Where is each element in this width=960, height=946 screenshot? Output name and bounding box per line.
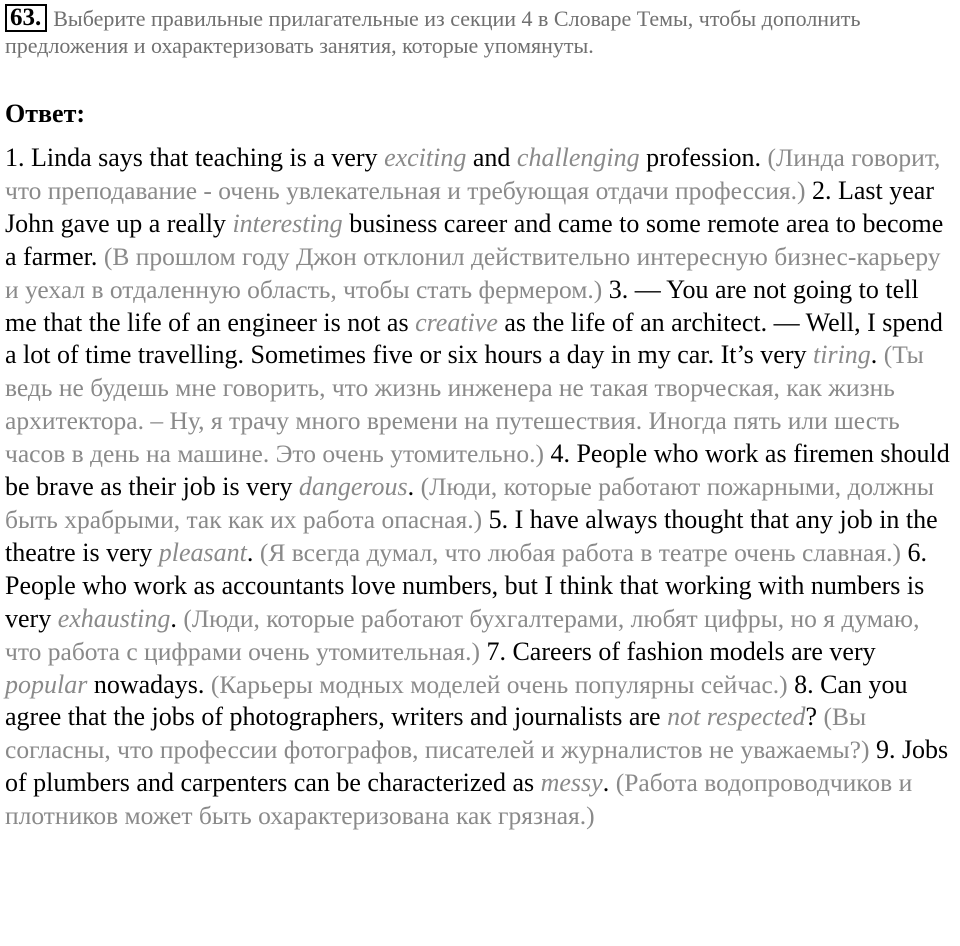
- english-text: 4. People who work as firemen should be brave as their job is very: [5, 439, 950, 502]
- english-text: 1. Linda says that teaching is a very: [5, 143, 385, 172]
- russian-translation: (Вы согласны, что профессии фотографов, писателей и журналистов не уважаемы?): [5, 702, 870, 765]
- highlighted-adjective: popular: [5, 669, 88, 699]
- english-text: .: [170, 603, 184, 633]
- english-text: .: [870, 340, 884, 370]
- task-number: 63.: [5, 4, 47, 32]
- english-text: ?: [805, 702, 824, 732]
- highlighted-adjective: creative: [415, 307, 498, 337]
- answer-heading: Ответ:: [5, 99, 86, 128]
- highlighted-adjective: exhausting: [57, 603, 171, 633]
- english-text: 9. Jobs of plumbers and carpenters can be characterized as: [5, 735, 949, 798]
- english-text: .: [407, 472, 421, 502]
- english-text: 6. People who work as accountants love numbers, but I think that working with numbers is very: [5, 537, 927, 633]
- russian-translation: (Люди, которые работают бухгалтерами, любят цифры, но я думаю, что работа с цифрами очень утомительная.): [5, 603, 920, 666]
- english-text: business career and came to some remote area to become a farmer.: [5, 208, 944, 271]
- russian-translation: (В прошлом году Джон отклонил действительно интересную бизнес-карьеру и уехал в отдаленную область, чтобы стать фермером.): [5, 241, 941, 304]
- english-text: as the life of an architect. — Well, I spend a lot of time travelling. Sometimes five or six hours a day in my car. It’s very: [5, 307, 943, 370]
- english-text: .: [246, 537, 260, 567]
- highlighted-adjective: interesting: [232, 208, 343, 238]
- english-text: 7. Careers of fashion models are very: [479, 636, 876, 666]
- task-instruction: [5, 4, 955, 59]
- english-text: nowadays.: [87, 669, 211, 699]
- highlighted-adjective: not respected: [667, 702, 806, 732]
- highlighted-adjective: messy: [540, 768, 603, 798]
- russian-translation: (Люди, которые работают пожарными, должны быть храбрыми, так как их работа опасная.): [5, 472, 934, 534]
- task-text: Выберите правильные прилагательные из секции 4 в Словаре Темы, чтобы дополнить предложения и охарактеризовать занятия, которые упомянуты.: [5, 6, 861, 58]
- answer-body: [5, 142, 955, 833]
- highlighted-adjective: exciting: [384, 143, 467, 172]
- russian-translation: (Карьеры модных моделей очень популярны сейчас.): [210, 669, 788, 699]
- english-text: and: [466, 143, 517, 172]
- highlighted-adjective: dangerous: [298, 472, 408, 502]
- english-text: 3. — You are not going to tell me that the life of an engineer is not as: [5, 274, 919, 337]
- english-text: 5. I have always thought that any job in the theatre is very: [5, 504, 938, 567]
- english-text: .: [602, 768, 616, 798]
- english-text: 2. Last year John gave up a really: [5, 175, 934, 238]
- english-text: profession.: [639, 143, 768, 172]
- russian-translation: (Линда говорит, что преподавание - очень увлекательная и требующая отдачи профессия.): [5, 143, 941, 205]
- highlighted-adjective: pleasant: [158, 537, 247, 567]
- highlighted-adjective: tiring: [813, 340, 871, 370]
- russian-translation: (Работа водопроводчиков и плотников может быть охарактеризована как грязная.): [5, 768, 913, 831]
- russian-translation: (Я всегда думал, что любая работа в театре очень славная.): [259, 537, 901, 567]
- russian-translation: (Ты ведь не будешь мне говорить, что жизнь инженера не такая творческая, как жизнь архитектора. – Ну, я трачу много времени на путешествия. Иногда пять или шесть часов в день на машине. Это очень утомительно.): [5, 340, 924, 469]
- highlighted-adjective: challenging: [516, 143, 640, 172]
- english-text: 8. Can you agree that the jobs of photographers, writers and journalists are: [5, 669, 908, 732]
